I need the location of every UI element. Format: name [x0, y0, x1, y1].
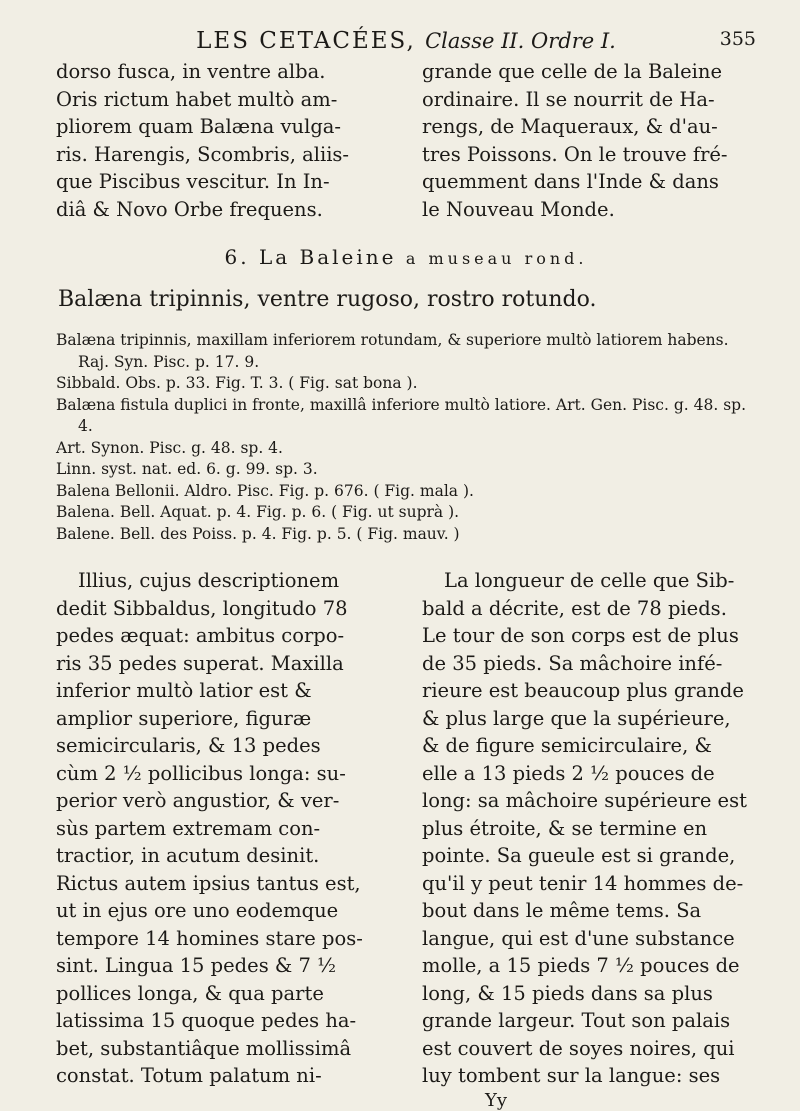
- synonymy-entry: Linn. syst. nat. ed. 6. g. 99. sp. 3.: [56, 460, 318, 478]
- latin-column-body: [56, 567, 390, 1090]
- synonymy-entry: Balene. Bell. des Poiss. p. 4. Fig. p. 5. ( Fig. mauv. ): [56, 524, 460, 543]
- synonymy-entry: Balena. Bell. Aquat. p. 4. Fig. p. 6. ( Fig. ut suprà ).: [56, 503, 460, 521]
- french-text-line: elle a 13 pieds 2 ½ pouces de: [422, 761, 715, 785]
- french-column-top: [422, 58, 756, 223]
- french-text-line: La longueur de celle que Sib-: [444, 569, 735, 592]
- latin-text-line: que Piscibus vescitur. In In-: [56, 170, 330, 193]
- synonymy-entry: Art. Synon. Pisc. g. 48. sp. 4.: [56, 438, 283, 457]
- french-text-line: & plus large que la supérieure,: [422, 706, 731, 730]
- latin-text-line: pliorem quam Balæna vulga-: [56, 115, 342, 138]
- french-text-line: bald a décrite, est de 78 pieds.: [422, 596, 727, 620]
- synonymy-entry: Balæna fistula duplici in fronte, maxillâ inferiore multò latiore. Art. Gen. Pisc. g. 48. sp. 4.: [56, 395, 746, 435]
- section-number: 6.: [224, 245, 250, 269]
- french-text-line: quemment dans l'Inde & dans: [422, 170, 719, 193]
- latin-text-line: cùm 2 ½ pollicibus longa: su-: [56, 761, 346, 785]
- french-text-line: pointe. Sa gueule est si grande,: [422, 844, 736, 867]
- french-text-line: tres Poissons. On le trouve fré-: [422, 142, 728, 166]
- french-text-line: le Nouveau Monde.: [422, 197, 615, 221]
- latin-text-line: bet, substantiâque mollissimâ: [56, 1036, 352, 1060]
- latin-text-line: sùs partem extremam con-: [56, 816, 321, 840]
- latin-text-line: perior verò angustior, & ver-: [56, 789, 340, 812]
- page: [56, 18, 756, 1111]
- latin-text-line: sint. Lingua 15 pedes & 7 ½: [56, 954, 336, 977]
- latin-column-top: [56, 58, 390, 223]
- synonymy-entry: Balæna tripinnis, maxillam inferiorem rotundam, & superiore multò latiorem habens. Raj. Syn. Pisc. p. 17. 9.: [56, 331, 729, 371]
- french-text-line: rengs, de Maqueraux, & d'au-: [422, 115, 718, 138]
- section-heading: [56, 245, 756, 269]
- latin-text-line: pollices longa, & qua parte: [56, 981, 324, 1005]
- page-number: 355: [719, 28, 756, 50]
- synonymy-entry: Balena Bellonii. Aldro. Pisc. Fig. p. 676. ( Fig. mala ).: [56, 481, 474, 500]
- body-paragraphs: [56, 567, 756, 1090]
- french-text-line: Le tour de son corps est de plus: [422, 624, 739, 647]
- top-paragraphs: [56, 58, 756, 223]
- latin-text-line: latissima 15 quoque pedes ha-: [56, 1009, 357, 1032]
- french-text-line: long, & 15 pieds dans sa plus: [422, 981, 713, 1005]
- latin-text-line: pedes æquat: ambitus corpo-: [56, 624, 345, 647]
- french-text-line: bout dans le même tems. Sa: [422, 899, 702, 922]
- running-title-main: LES CETACÉES,: [196, 28, 416, 54]
- latin-text-line: ris. Harengis, Scombris, aliis-: [56, 142, 350, 166]
- latin-text-line: Oris rictum habet multò am-: [56, 87, 338, 111]
- french-text-line: est couvert de soyes noires, qui: [422, 1036, 735, 1060]
- running-title: [56, 28, 756, 54]
- latin-text-line: amplior superiore, figuræ: [56, 706, 312, 730]
- latin-text-line: dorso fusca, in ventre alba.: [56, 60, 326, 83]
- page-header: [56, 18, 756, 58]
- french-text-line: ordinaire. Il se nourrit de Ha-: [422, 87, 715, 111]
- french-text-line: grande que celle de la Baleine: [422, 60, 723, 83]
- latin-text-line: ris 35 pedes superat. Maxilla: [56, 651, 344, 675]
- latin-text-line: tempore 14 homines stare pos-: [56, 926, 363, 950]
- french-text-line: luy tombent sur la langue: ses: [422, 1064, 721, 1087]
- latin-text-line: Illius, cujus descriptionem: [78, 569, 340, 592]
- synonymy-list: [56, 330, 756, 545]
- running-title-classification: Classe II. Ordre I.: [425, 29, 616, 53]
- latin-text-line: tractior, in acutum desinit.: [56, 844, 320, 867]
- french-text-line: & de figure semicirculaire, &: [422, 734, 712, 757]
- french-column-body: [422, 567, 756, 1090]
- latin-text-line: diâ & Novo Orbe frequens.: [56, 197, 323, 221]
- french-text-line: rieure est beaucoup plus grande: [422, 679, 744, 702]
- synonymy-entry: Sibbald. Obs. p. 33. Fig. T. 3. ( Fig. sat bona ).: [56, 374, 418, 392]
- french-text-line: grande largeur. Tout son palais: [422, 1009, 731, 1032]
- french-text-line: langue, qui est d'une substance: [422, 926, 735, 950]
- species-diagnosis: Balæna tripinnis, ventre rugoso, rostro rotundo.: [58, 287, 597, 312]
- french-text-line: long: sa mâchoire supérieure est: [422, 789, 747, 812]
- french-text-line: plus étroite, & se termine en: [422, 816, 708, 840]
- latin-text-line: Rictus autem ipsius tantus est,: [56, 871, 361, 895]
- french-text-line: de 35 pieds. Sa mâchoire infé-: [422, 651, 723, 675]
- signature-mark: Yy: [484, 1089, 508, 1111]
- section-title-main: La Baleine: [258, 245, 397, 269]
- latin-text-line: constat. Totum palatum ni-: [56, 1064, 322, 1087]
- latin-text-line: ut in ejus ore uno eodemque: [56, 899, 339, 922]
- latin-text-line: inferior multò latior est &: [56, 679, 312, 702]
- latin-text-line: dedit Sibbaldus, longitudo 78: [56, 596, 348, 620]
- latin-text-line: semicircularis, & 13 pedes: [56, 734, 321, 757]
- french-text-line: qu'il y peut tenir 14 hommes de-: [422, 871, 744, 895]
- section-title-rest: a museau rond.: [405, 249, 588, 268]
- french-text-line: molle, a 15 pieds 7 ½ pouces de: [422, 954, 740, 977]
